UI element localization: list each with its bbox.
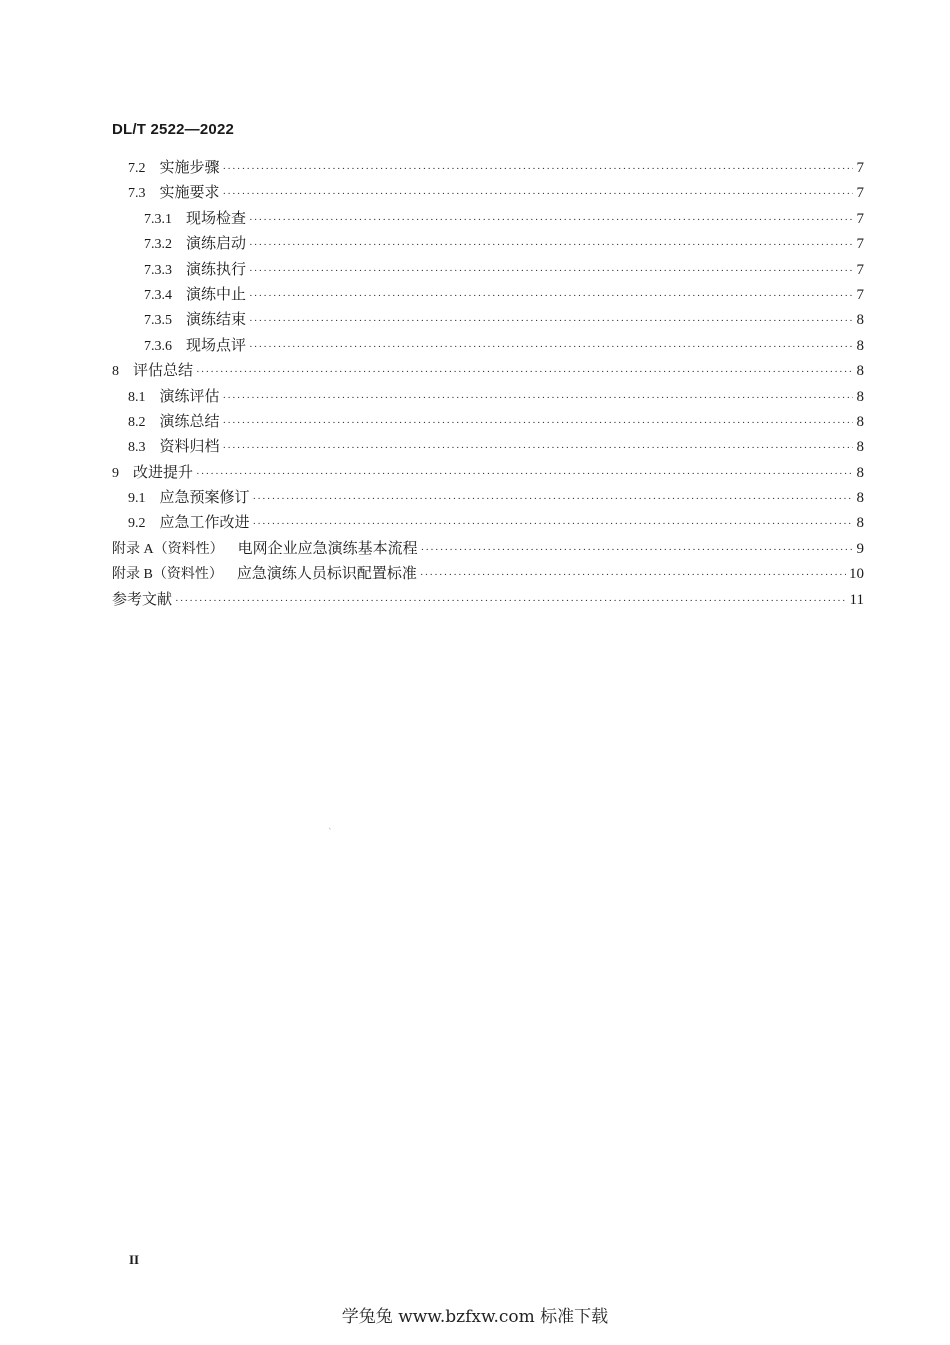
toc-dot-leader	[420, 563, 846, 588]
toc-dot-leader	[196, 360, 853, 385]
toc-entry-page: 7	[856, 160, 864, 176]
toc-entry-title: 实施要求	[159, 183, 220, 202]
toc-entry-title: 演练结束	[186, 310, 247, 329]
toc-entry-page: 8	[856, 515, 864, 532]
toc-dot-leader	[421, 538, 853, 563]
toc-entry[interactable]	[112, 561, 864, 586]
toc-entry-number: 8	[112, 364, 119, 380]
toc-dot-leader	[196, 462, 853, 487]
toc-dot-leader	[249, 335, 853, 360]
toc-entry-page: 7	[856, 286, 864, 303]
toc-entry[interactable]	[112, 485, 864, 510]
toc-entry-number: 7.2	[128, 161, 146, 176]
table-of-contents	[112, 155, 864, 612]
toc-entry-number: 9.1	[128, 491, 146, 507]
toc-entry-page: 8	[856, 388, 864, 405]
toc-entry-number: 8.3	[128, 440, 146, 456]
toc-entry-page: 8	[856, 413, 864, 430]
toc-entry-title: 现场检查	[186, 208, 247, 227]
toc-entry-number: 8.2	[128, 414, 146, 430]
toc-entry-page: 7	[856, 210, 864, 227]
toc-entry-number: 7.3	[128, 186, 146, 202]
toc-entry[interactable]	[112, 307, 864, 332]
toc-dot-leader	[223, 157, 853, 182]
toc-entry-number: 7.3.2	[144, 237, 172, 253]
toc-entry-page: 10	[849, 566, 864, 583]
toc-entry-page: 8	[856, 312, 864, 329]
toc-entry-page: 8	[856, 464, 864, 481]
toc-entry[interactable]	[112, 282, 864, 307]
toc-dot-leader	[253, 512, 853, 537]
toc-entry[interactable]	[112, 384, 864, 409]
toc-entry-number: 附录 A（资料性）	[112, 541, 224, 557]
toc-dot-leader	[249, 309, 853, 334]
toc-entry-title: 资料归档	[159, 437, 220, 456]
toc-dot-leader	[249, 284, 853, 309]
toc-entry[interactable]	[112, 231, 864, 256]
toc-dot-leader	[249, 208, 853, 233]
toc-dot-leader	[223, 386, 853, 411]
toc-entry[interactable]	[112, 155, 864, 180]
toc-entry-page: 8	[856, 363, 864, 380]
toc-entry-page: 7	[856, 236, 864, 253]
toc-entry-title: 演练评估	[159, 386, 220, 405]
toc-entry[interactable]	[112, 358, 864, 383]
toc-entry-title: 实施步骤	[159, 158, 220, 176]
toc-dot-leader	[223, 411, 853, 436]
watermark-text: 学兔兔 www.bzfxw.com 标准下载	[341, 1307, 609, 1327]
toc-entry-page: 7	[856, 185, 864, 202]
toc-entry-number: 9	[112, 465, 119, 481]
toc-entry-number: 7.3.1	[144, 211, 172, 227]
toc-entry-number: 9.2	[128, 516, 146, 532]
toc-entry-title: 现场点评	[186, 335, 247, 354]
toc-entry-title: 演练执行	[186, 259, 247, 278]
toc-entry[interactable]	[112, 206, 864, 231]
toc-entry-number: 附录 B（资料性）	[112, 567, 223, 583]
toc-entry-title: 电网企业应急演练基本流程	[237, 538, 418, 557]
document-code: DL/T 2522—2022	[112, 121, 235, 138]
toc-entry-page: 11	[849, 591, 864, 608]
toc-dot-leader	[249, 259, 853, 284]
toc-dot-leader	[223, 436, 853, 461]
toc-entry-page: 9	[856, 540, 864, 557]
toc-entry-title: 演练中止	[186, 284, 247, 303]
toc-entry[interactable]	[112, 180, 864, 205]
toc-entry-title: 应急演练人员标识配置标准	[236, 564, 417, 583]
toc-entry-title: 参考文献	[112, 589, 173, 608]
toc-dot-leader	[223, 182, 853, 207]
toc-entry[interactable]	[112, 409, 864, 434]
toc-entry[interactable]	[112, 510, 864, 535]
toc-entry[interactable]	[112, 536, 864, 561]
toc-entry-title: 改进提升	[133, 462, 194, 481]
scan-speck: ˋ	[328, 828, 333, 838]
toc-entry-title: 应急工作改进	[159, 513, 250, 532]
toc-entry-page: 7	[856, 261, 864, 278]
toc-entry-title: 应急预案修订	[159, 488, 250, 507]
toc-entry-title: 评估总结	[133, 361, 194, 380]
toc-dot-leader	[253, 487, 853, 512]
page-number: II	[129, 1252, 140, 1267]
toc-entry[interactable]	[112, 434, 864, 459]
toc-entry-title: 演练启动	[186, 234, 247, 253]
toc-dot-leader	[175, 589, 847, 614]
toc-dot-leader	[249, 233, 853, 258]
toc-entry[interactable]	[112, 333, 864, 358]
toc-entry[interactable]	[112, 257, 864, 282]
toc-entry[interactable]	[112, 460, 864, 485]
toc-entry-page: 8	[856, 439, 864, 456]
toc-entry-number: 8.1	[128, 389, 146, 405]
toc-entry-page: 8	[856, 337, 864, 354]
toc-entry-number: 7.3.5	[144, 313, 172, 329]
toc-entry-page: 8	[856, 490, 864, 507]
toc-entry-number: 7.3.6	[144, 338, 172, 354]
toc-entry-number: 7.3.3	[144, 262, 172, 278]
toc-entry-number: 7.3.4	[144, 287, 172, 303]
toc-entry[interactable]	[112, 587, 864, 612]
toc-entry-title: 演练总结	[159, 411, 220, 430]
